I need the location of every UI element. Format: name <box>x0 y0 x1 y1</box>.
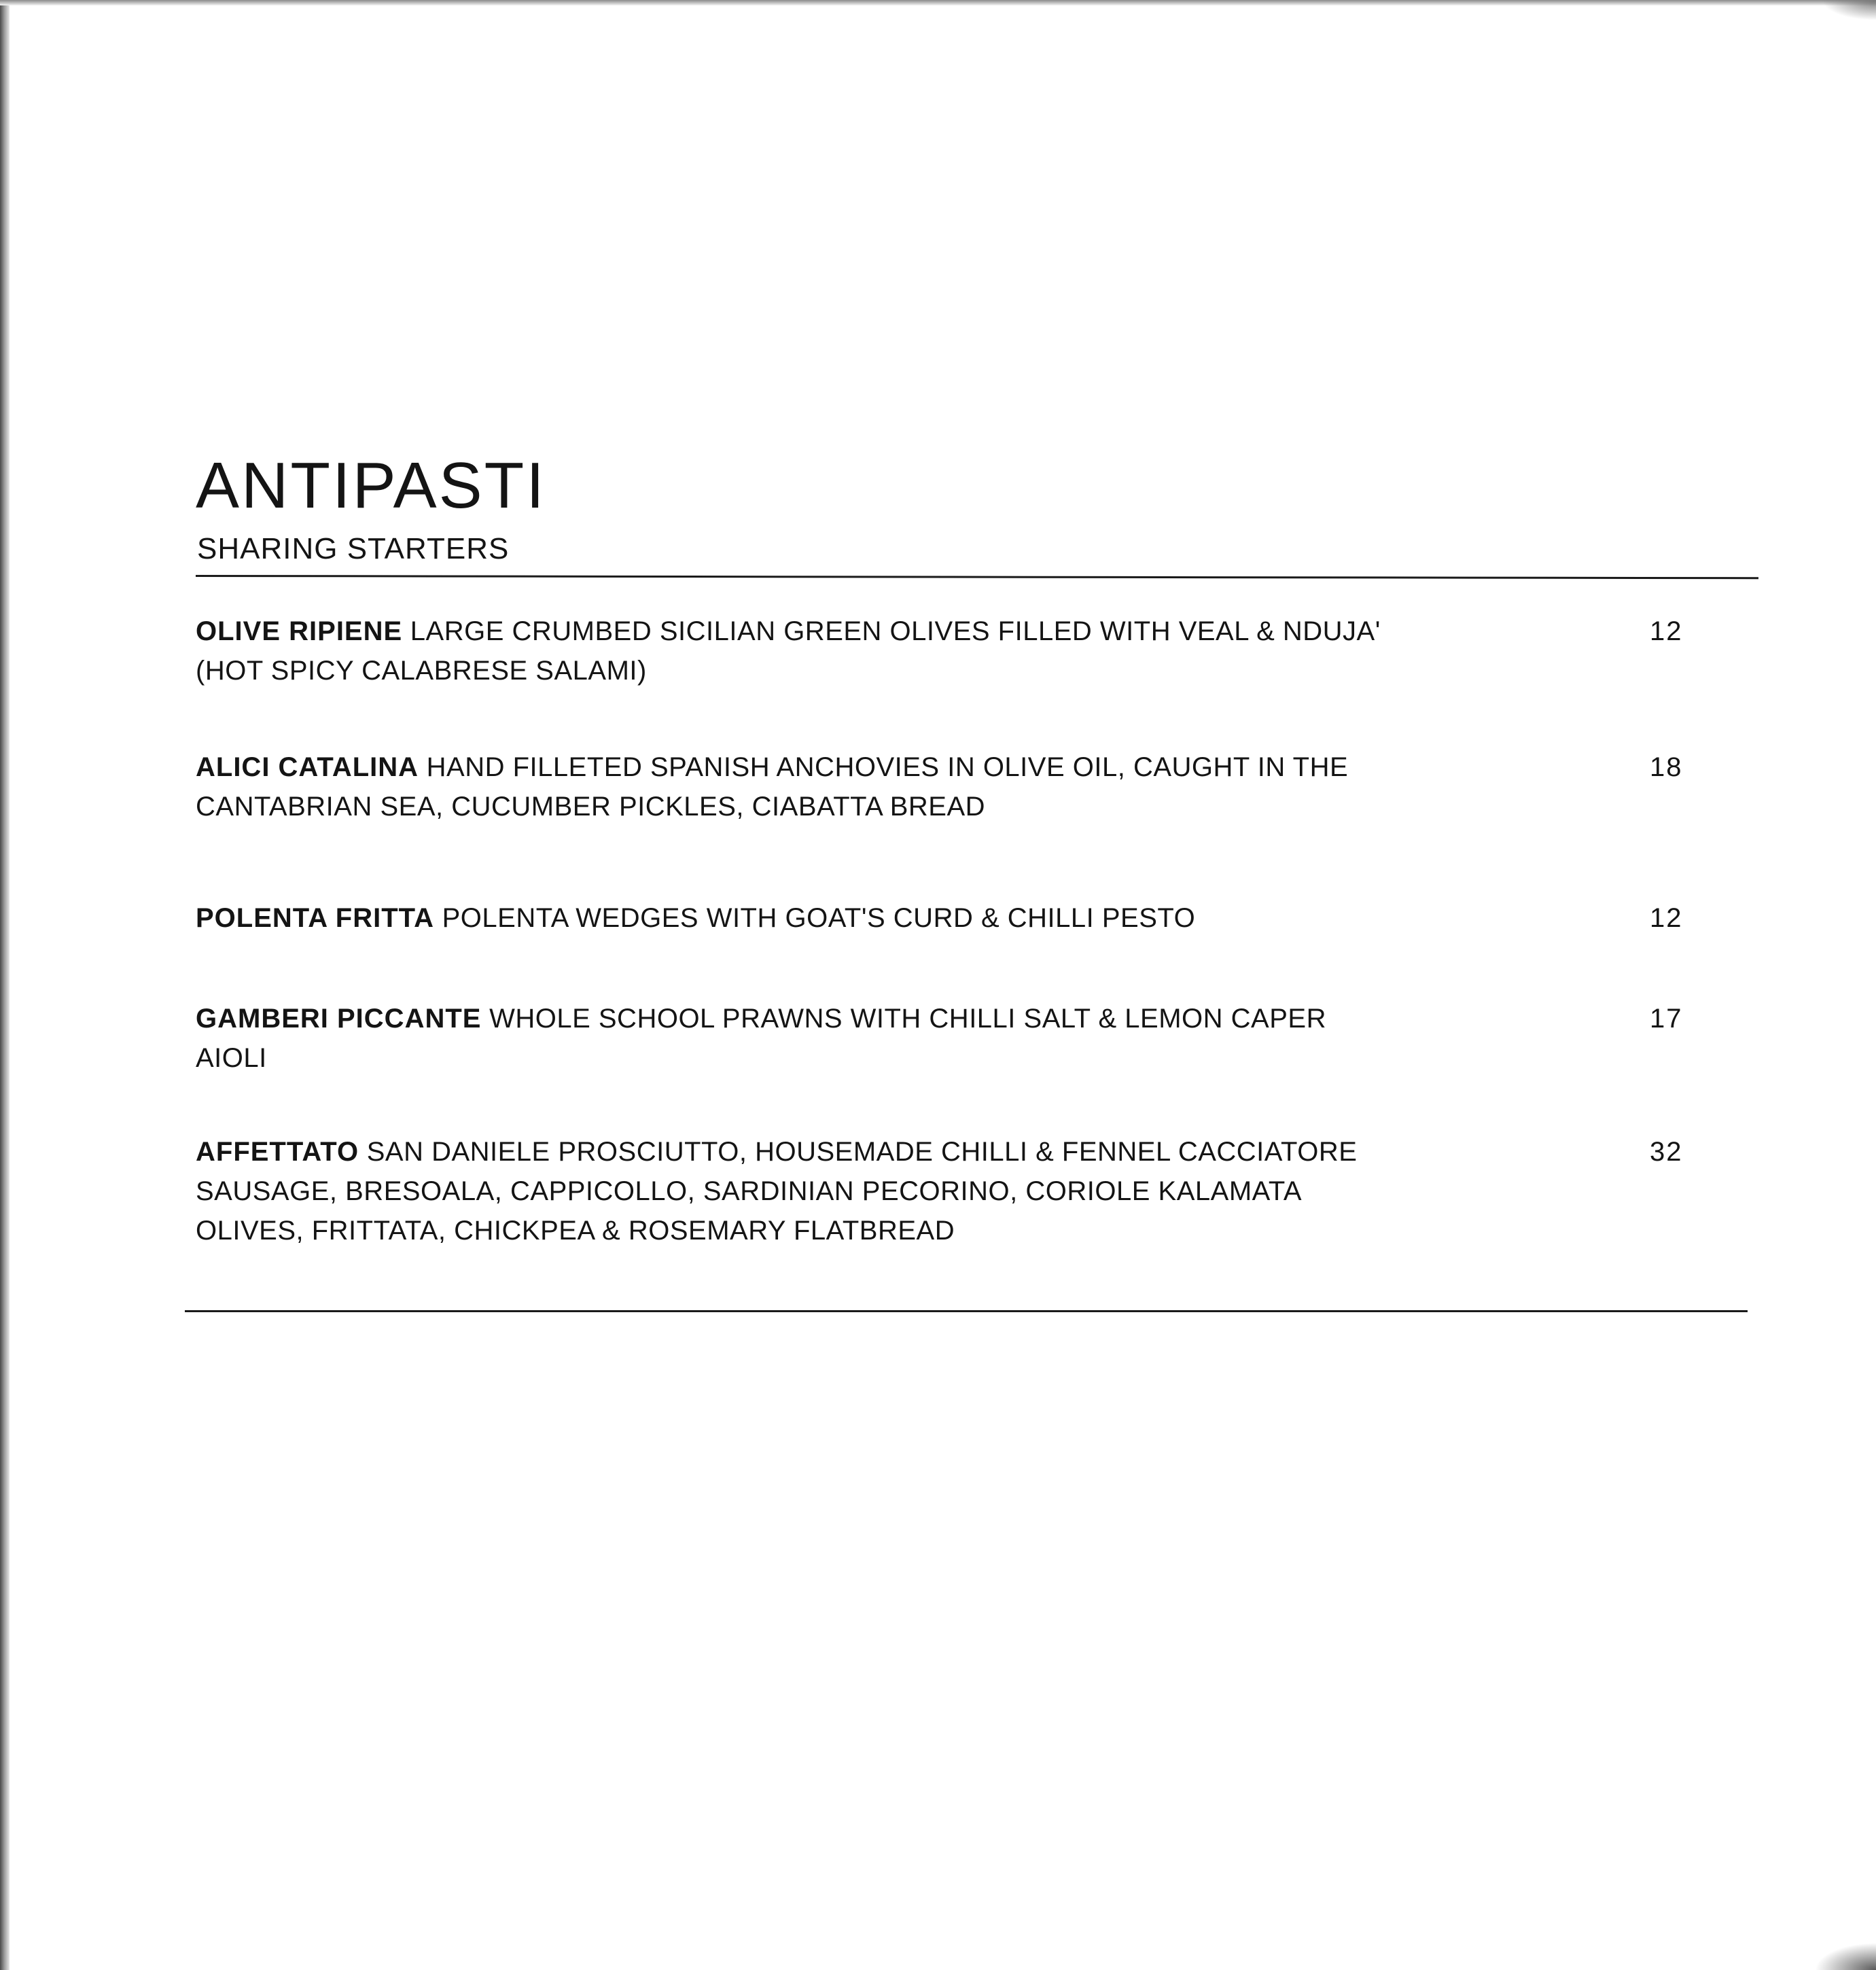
menu-item-price: 17 <box>1650 1004 1683 1034</box>
page-edge-left <box>0 0 10 1970</box>
menu-item-text <box>196 1132 1392 1250</box>
menu-item-description: HAND FILLETED SPANISH ANCHOVIES IN OLIVE OIL, CAUGHT IN THE CANTABRIAN SEA, CUCUMBER PICKLES, CIABATTA BREAD <box>196 752 1349 822</box>
menu-item-name: GAMBERI PICCANTE <box>196 1004 482 1034</box>
top-divider <box>196 575 1758 579</box>
page-edge-top <box>0 0 1876 5</box>
menu-item-name: OLIVE RIPIENE <box>196 616 403 646</box>
menu-item-price: 12 <box>1650 616 1683 646</box>
page-corner-top-right <box>1822 0 1876 20</box>
menu-item-description: LARGE CRUMBED SICILIAN GREEN OLIVES FILLED WITH VEAL & NDUJA' (HOT SPICY CALABRESE SALAMI) <box>196 616 1381 686</box>
menu-item-name: POLENTA FRITTA <box>196 903 434 933</box>
menu-title: ANTIPASTI <box>196 449 546 522</box>
menu-item-price: 12 <box>1650 903 1683 933</box>
menu-item-description: POLENTA WEDGES WITH GOAT'S CURD & CHILLI PESTO <box>442 903 1196 933</box>
bottom-divider <box>185 1310 1748 1312</box>
menu-item-price: 18 <box>1650 752 1683 782</box>
menu-item-text <box>196 898 1392 938</box>
menu-item <box>196 1132 1691 1250</box>
menu-subtitle: SHARING STARTERS <box>197 532 510 565</box>
menu-item-description: WHOLE SCHOOL PRAWNS WITH CHILLI SALT & LEMON CAPER AIOLI <box>196 1004 1326 1073</box>
menu-item <box>196 898 1691 938</box>
menu-item-name: AFFETTATO <box>196 1137 359 1167</box>
menu-item <box>196 612 1691 690</box>
menu-item <box>196 747 1691 826</box>
menu-item-text <box>196 747 1392 826</box>
menu-item <box>196 999 1691 1078</box>
page-corner-bottom-right <box>1815 1943 1876 1970</box>
menu-item-name: ALICI CATALINA <box>196 752 419 782</box>
menu-item-text <box>196 999 1392 1078</box>
menu-item-text <box>196 612 1392 690</box>
menu-item-price: 32 <box>1650 1137 1683 1167</box>
menu-item-description: SAN DANIELE PROSCIUTTO, HOUSEMADE CHILLI & FENNEL CACCIATORE SAUSAGE, BRESOALA, CAPPICOLLO, SARDINIAN PECORINO, CORIOLE KALAMATA OLIVES, FRITTATA, CHICKPEA & ROSEMARY FLATBREAD <box>196 1137 1358 1246</box>
